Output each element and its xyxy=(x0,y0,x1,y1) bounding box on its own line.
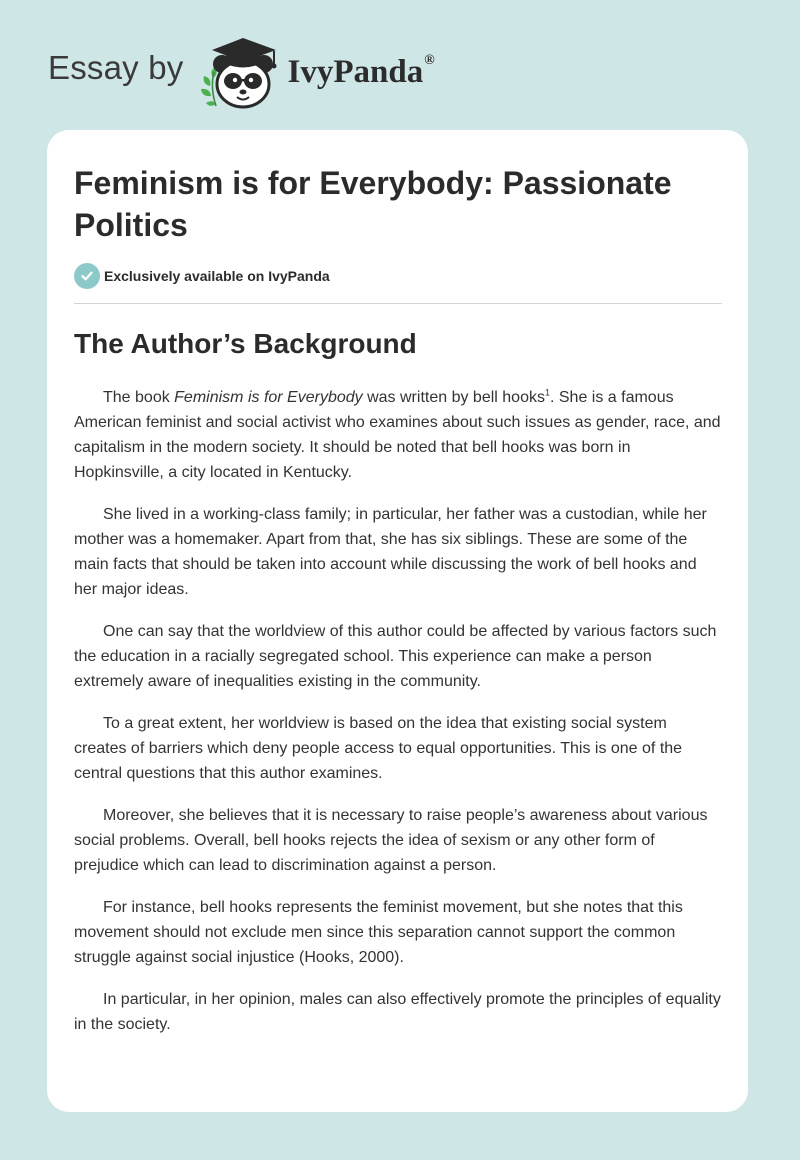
footnote-marker[interactable]: 1 xyxy=(544,387,550,398)
brand-name-text: IvyPanda xyxy=(287,53,424,90)
registered-mark: ® xyxy=(424,52,435,68)
section-heading: The Author’s Background xyxy=(74,328,417,359)
brand-header xyxy=(48,34,435,110)
page-title: Feminism is for Everybody: Passionate Politics xyxy=(74,165,672,243)
ivypanda-logo-icon xyxy=(198,34,286,110)
paragraph: In particular, in her opinion, males can also effectively promote the principles of equality in the society. xyxy=(74,991,721,1033)
paragraph: To a great extent, her worldview is based on the idea that existing social system creates of barriers which deny people access to equal opportunities. This is one of the central questions that this author examines. xyxy=(74,715,683,782)
paragraph: Moreover, she believes that it is necessary to raise people’s awareness about various social problems. Overall, bell hooks rejects the idea of sexism or any other form of prejudice which can lead to discrimination against a person. xyxy=(74,807,708,874)
essay-card xyxy=(47,130,748,1112)
paragraph: One can say that the worldview of this author could be affected by various factors such the education in a racially segregated school. This experience can make a person extremely aware of inequalities existing in the community. xyxy=(74,623,717,690)
exclusive-label: Exclusively available on IvyPanda xyxy=(104,268,330,284)
paragraph-text: was written by bell hooks xyxy=(362,389,545,406)
brand-name xyxy=(288,54,435,91)
divider xyxy=(74,303,722,304)
paragraph: For instance, bell hooks represents the feminist movement, but she notes that this movement should not exclude men since this separation cannot support the common struggle against social injustice (Hooks, 2000). xyxy=(74,899,683,966)
check-icon xyxy=(74,263,100,289)
book-title: Feminism is for Everybody xyxy=(174,389,363,406)
brand-prefix: Essay by xyxy=(48,49,184,86)
paragraph: She lived in a working-class family; in particular, her father was a custodian, while her mother was a homemaker. Apart from that, she has six siblings. These are some of the main facts that should be taken into account while discussing the work of bell hooks and her major ideas. xyxy=(74,506,707,598)
paragraph-text: . She is a famous American feminist and social activist who examines about such issues as gender, race, and capitalism in the modern society. It should be noted that bell hooks was born in Hopkinsville, a city located in Kentucky. xyxy=(74,389,721,481)
article-body xyxy=(74,385,722,1054)
exclusive-badge xyxy=(74,263,330,289)
paragraph-text: The book xyxy=(103,389,175,406)
paragraph xyxy=(74,385,722,485)
